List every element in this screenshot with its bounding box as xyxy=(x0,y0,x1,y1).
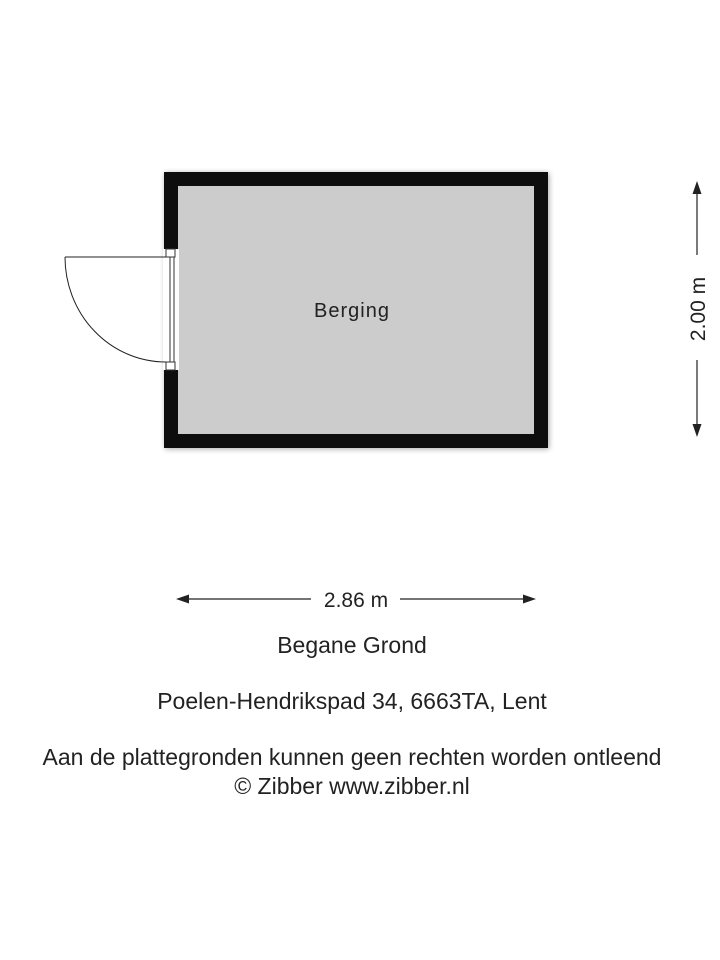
width-dimension-label: 2.86 m xyxy=(323,589,389,612)
door-swing-arc xyxy=(65,257,166,362)
arrow-left-icon xyxy=(176,595,189,604)
disclaimer-text: Aan de plattegronden kunnen geen rechten worden ontleend xyxy=(42,744,662,770)
width-dimension xyxy=(176,589,536,612)
room-label: Berging xyxy=(314,300,390,322)
door xyxy=(65,249,179,370)
copyright-text: © Zibber www.zibber.nl xyxy=(234,773,470,799)
height-dimension xyxy=(687,181,710,437)
property-address: Poelen-Hendrikspad 34, 6663TA, Lent xyxy=(157,688,547,714)
floor-level-name: Begane Grond xyxy=(277,632,427,658)
arrow-down-icon xyxy=(693,424,702,437)
arrow-right-icon xyxy=(523,595,536,604)
arrow-up-icon xyxy=(693,181,702,194)
height-dimension-label: 2.00 m xyxy=(687,276,710,342)
